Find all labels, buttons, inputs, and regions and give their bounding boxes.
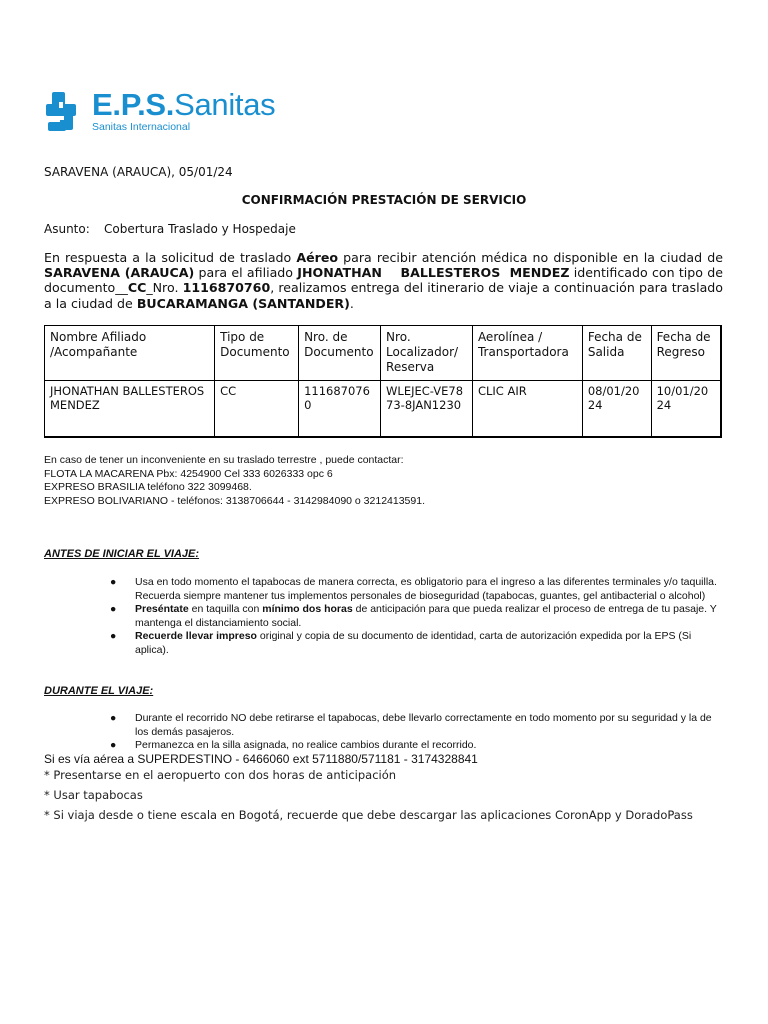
header-cell: Aerolínea / Transportadora	[472, 326, 582, 381]
before-trip-list	[110, 576, 724, 657]
header-cell: Nro. Localizador/ Reserva	[381, 326, 473, 381]
table-cell: CC	[215, 381, 299, 438]
header-cell: Nombre Afiliado /Acompañante	[45, 326, 215, 381]
during-trip-list	[110, 712, 724, 753]
table-row	[45, 381, 722, 438]
list-item: ● Recuerde llevar impreso original y copia de su documento de identidad, carta de autorización expedida por la EPS (Si aplica).	[110, 630, 692, 656]
table-cell: CLIC AIR	[472, 381, 582, 438]
list-item: ● Preséntate en taquilla con mínimo dos horas de anticipación para que pueda realizar el proceso de entrega de tu pasaje. Y mantenga el distanciamiento social.	[110, 603, 717, 629]
list-item: ● Usa en todo momento el tapabocas de manera correcta, es obligatorio para el ingreso a las diferentes terminales y/o taquilla. Recuerda siempre mantener tus implementos personales de bioseguridad (tapabocas, guantes, gel antibacterial o alcohol)	[110, 576, 717, 602]
header-cell: Tipo de Documento	[215, 326, 299, 381]
intro-paragraph: En respuesta a la solicitud de traslado Aéreo para recibir atención médica no disponible en la ciudad de SARAVENA (ARAUCA) para el afiliado JHONATHAN BALLESTEROS MENDEZ identificado con tipo de documento__CC_Nro. 1116870760, realizamos entrega del itinerario de viaje a continuación para traslado a la ciudad de BUCARAMANGA (SANTANDER).	[44, 250, 724, 311]
place-date: SARAVENA (ARAUCA), 05/01/24	[44, 165, 233, 179]
air-note: * Si viaja desde o tiene escala en Bogotá, recuerde que debe descargar las aplicaciones CoronApp y DoradoPass	[44, 808, 693, 822]
table-cell: 10/01/2024	[651, 381, 721, 438]
itinerary-table	[44, 325, 722, 438]
subject-value: Cobertura Traslado y Hospedaje	[104, 222, 296, 236]
before-trip-heading: ANTES DE INICIAR EL VIAJE:	[44, 548, 200, 560]
table-cell: JHONATHAN BALLESTEROS MENDEZ	[45, 381, 215, 438]
during-trip-heading: DURANTE EL VIAJE:	[44, 685, 154, 697]
air-contact-line: Si es vía aérea a SUPERDESTINO - 6466060 ext 5711880/571181 - 3174328841	[44, 752, 478, 766]
contact-line: EXPRESO BOLIVARIANO - teléfonos: 3138706644 - 3142984090 o 3212413591.	[44, 494, 425, 507]
table-header-row	[45, 326, 722, 381]
table-cell: 1116870760	[299, 381, 381, 438]
contact-line: EXPRESO BRASILIA teléfono 322 3099468.	[44, 481, 252, 493]
brand-name: E.P.S.Sanitas	[92, 87, 276, 122]
table-cell: WLEJEC-VE7873-8JAN1230	[381, 381, 473, 438]
subject-label: Asunto:	[44, 222, 90, 236]
table-cell: 08/01/2024	[582, 381, 651, 438]
list-item: ● Permanezca en la silla asignada, no realice cambios durante el recorrido.	[110, 739, 477, 751]
header-cell: Nro. de Documento	[299, 326, 381, 381]
air-note: * Usar tapabocas	[44, 788, 143, 802]
air-note: * Presentarse en el aeropuerto con dos horas de anticipación	[44, 768, 397, 782]
header-cell: Fecha de Regreso	[651, 326, 721, 381]
list-item: ● Durante el recorrido NO debe retirarse el tapabocas, debe llevarlo correctamente en todo momento por su seguridad y la de los demás pasajeros.	[110, 712, 712, 738]
contact-intro: En caso de tener un inconveniente en su traslado terrestre , puede contactar:	[44, 454, 404, 466]
header-cell: Fecha de Salida	[582, 326, 651, 381]
contact-block	[44, 454, 425, 508]
document-title: CONFIRMACIÓN PRESTACIÓN DE SERVICIO	[241, 193, 527, 207]
brand-subtitle: Sanitas Internacional	[92, 121, 191, 133]
contact-line: FLOTA LA MACARENA Pbx: 4254900 Cel 333 6026333 opc 6	[44, 467, 333, 480]
